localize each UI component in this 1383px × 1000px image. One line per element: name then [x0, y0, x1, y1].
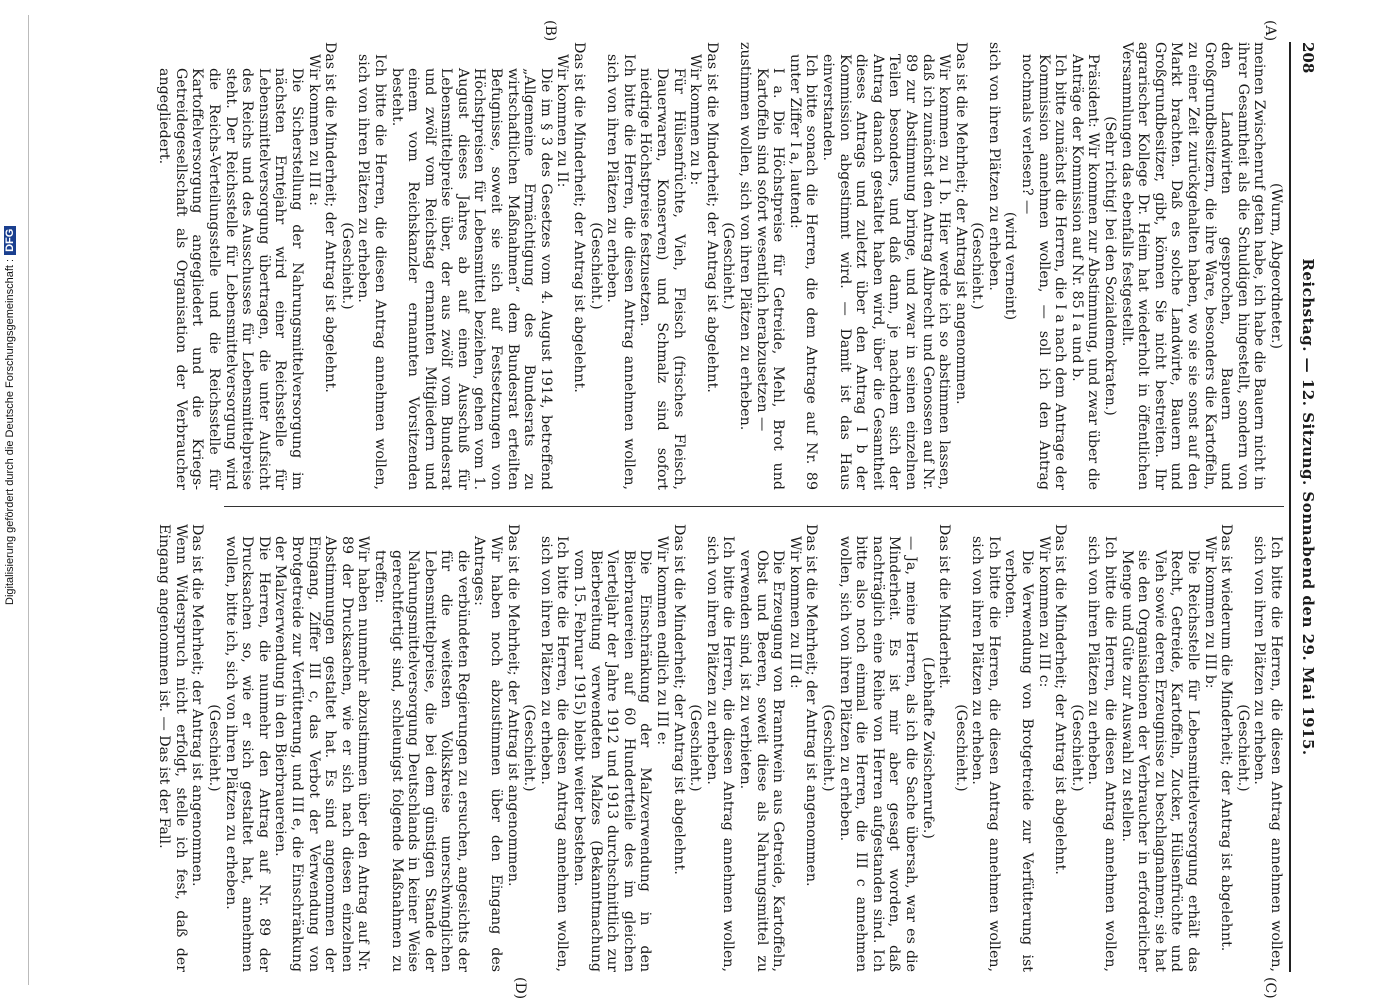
- paragraph: Das ist die Minderheit; der Antrag ist abgelehnt.: [322, 42, 339, 393]
- paragraph: Ich bitte die Herren, die diesen Antrag annehmen wollen, sich von ihren Plätzen zu erheben.: [355, 54, 388, 490]
- paragraph: Das ist die Minderheit.: [936, 524, 953, 689]
- interjection: (Geschieht.): [969, 222, 986, 310]
- interjection: (Geschieht.): [819, 704, 836, 792]
- right-column: [156, 524, 1284, 972]
- interjection: (Geschieht.): [206, 704, 222, 792]
- interjection: (Geschieht.): [521, 704, 538, 792]
- interjection: (Geschieht.): [338, 222, 355, 310]
- paragraph: Das ist die Mehrheit; der Antrag ist angenommen.: [952, 42, 969, 405]
- paragraph: Wir kommen zu III b:: [1201, 536, 1218, 689]
- column-divider: [224, 506, 1284, 507]
- paragraph: Ich bitte die Herren, die diesen Antrag annehmen wollen, sich von ihren Plätzen zu erheben.: [1085, 536, 1119, 972]
- interjection: (Geschieht.): [720, 222, 737, 310]
- paragraph: Das ist die Mehrheit; der Antrag ist angenommen.: [803, 524, 820, 887]
- paragraph: Wir kommen zu II:: [554, 54, 571, 188]
- paragraph: Das ist die Mehrheit; der Antrag ist angenommen.: [189, 524, 206, 887]
- paragraph: Wir kommen zu III c:: [1035, 536, 1052, 688]
- interjection: (Geschieht.): [1234, 704, 1251, 792]
- interjection: (Geschieht.): [687, 704, 704, 792]
- digitization-credit: [4, 226, 16, 605]
- paragraph: Das ist die Minderheit; der Antrag ist abgelehnt.: [703, 42, 720, 393]
- motion-text: Die im § 3 des Gesetzes vom 4. August 1914, betreffend „Allgemeine Ermächtigung des Bundesrats zu wirtschaftlichen Maßnahmen“ dem Bundesrat erteilten Befugnisse, soweit sie sich auf Festsetzungen von Höchstpreisen für Lebensmittel beziehen, gehen vom 1. August dieses Jahres ab auf einen Ausschuß für Lebensmittelpreise über, der aus zwölf vom Bundesrat und zwölf vom Reichstag ernannten Mitgliedern und einem vom Reichskanzler ernannten Vorsitzenden besteht.: [388, 68, 554, 490]
- margin-letter-c: (C): [1262, 977, 1278, 999]
- interjection: (Geschieht.): [952, 704, 969, 792]
- motion-text: Die Reichsstelle für Lebensmittelversorgung erhält das Recht, Getreide, Kartoffeln, Zucker, Hülsenfrüchte und Vieh sowie deren Erzeugnisse zu beschlagnahmen; sie hat sie den Organisationen der Verbraucher in erforderlicher Menge und Güte zur Auswahl zu stellen.: [1118, 550, 1202, 972]
- paragraph: Wir kommen zu b:: [687, 54, 704, 186]
- margin-letter-a: (A): [1262, 20, 1278, 42]
- paragraph: Wir kommen zu III a:: [305, 54, 322, 206]
- paragraph: Wir kommen zu III d:: [786, 536, 803, 689]
- paragraph: Das ist die Mehrheit; der Antrag ist angenommen.: [504, 524, 521, 887]
- paragraph: Das ist wiederum die Minderheit; der Antrag ist abgelehnt.: [1218, 524, 1235, 952]
- credit-text: Digitalisierung gefördert durch die Deutsche Forschungsgemeinschaft :: [4, 258, 16, 605]
- paragraph: Wir kommen endlich zu III e:: [654, 536, 671, 746]
- paragraph: zustimmen wollen, sich von ihren Plätzen zu erheben.: [737, 42, 753, 431]
- margin-letter-d: (D): [512, 977, 528, 1000]
- motion-text: I a. Die Höchstpreise für Getreide, Mehl, Brot und Kartoffeln sind sofort wesentlich herabzusetzen —: [753, 68, 787, 490]
- paragraph: Das ist die Minderheit; der Antrag ist abgelehnt.: [670, 524, 687, 875]
- paragraph: Ich bitte die Herren, die diesen Antrag annehmen wollen, sich von ihren Plätzen zu erheben.: [537, 536, 571, 972]
- speaker-label: (Wurm, Abgeordneter.): [1268, 182, 1284, 350]
- page-header: [1294, 42, 1318, 972]
- paragraph: Ich bitte die Herren, die diesen Antrag annehmen wollen, sich von ihren Plätzen zu erheben.: [1251, 536, 1284, 972]
- paragraph: Wir haben noch abzustimmen über den Eingang des Antrages:: [471, 536, 505, 972]
- paragraph: Ich bitte die Herren, die diesen Antrag annehmen wollen, sich von ihren Plätzen zu erheben.: [969, 536, 1002, 972]
- dfg-logo: DFG: [4, 226, 16, 255]
- motion-text: Die Verwendung von Brotgetreide zur Verfütterung ist verboten.: [1002, 550, 1036, 972]
- paragraph: sich von ihren Plätzen zu erheben.: [985, 42, 1002, 291]
- left-column: [156, 42, 1284, 490]
- motion-text: Für Hülsenfrüchte, Vieh, Fleisch (frisches Fleisch, Dauerwaren, Konserven) und Schmalz sind sofort niedrige Höchstpreise festzusetzen.: [637, 68, 687, 490]
- paragraph: Ich bitte die Herren, die diesen Antrag annehmen wollen, sich von ihren Plätzen zu erheben.: [703, 536, 737, 972]
- motion-text: Die Erzeugung von Branntwein aus Getreide, Kartoffeln, Obst und Beeren, soweit diese als Nahrungsmittel zu verwenden sind, ist zu verbieten.: [737, 550, 787, 972]
- paragraph: — Ja, meine Herren, als ich die Sache übersah, war es die Minderheit. Es ist mir aber gesagt worden, daß nachträglich eine Reihe von Herren aufgestanden sind. Ich bitte also noch einmal die Herren, die III c annehmen wollen, sich von ihren Plätzen zu erheben.: [836, 536, 919, 972]
- interjection: (wird verneint): [1002, 211, 1019, 321]
- paragraph: Ich bitte die Herren, die diesen Antrag annehmen wollen, sich von ihren Plätzen zu erheben.: [604, 54, 637, 490]
- paragraph: Wir kommen zu I b. Hier werde ich so abstimmen lassen, daß ich zunächst den Antrag Albrecht und Genossen auf Nr. 89 zur Abstimmung bringe, und zwar in seinen einzelnen Teilen besonders, und daß dann, je nachdem sich der Antrag danach gestaltet haben wird, über die Gesamtheit dieses Antrags und zuletzt über den Antrag I b der Kommission abgestimmt wird. — Damit ist das Haus einverstanden.: [819, 54, 953, 490]
- paragraph: Wir haben nunmehr abzustimmen über den Antrag auf Nr. 89 der Drucksachen, wie er sich nach diesen einzelnen Abstimmungen gestaltet hat. Es sind angenommen der Eingang, Ziffer III c, das Verbot der Verwendung von Brotgetreide zur Verfütterung, und III e, die Einschränkung der Malzverwendung in den Bierbrauereien.: [272, 536, 372, 972]
- motion-text: die verbündeten Regierungen zu ersuchen, angesichts der für die weitesten Volkskreise unerschwinglichen Lebensmittelpreise, die bei dem günstigen Stande der Nahrungsmittelversorgung Deutschlands in keiner Weise gerechtfertigt sind, schleunigst folgende Maßnahmen zu treffen:: [371, 550, 471, 972]
- motion-text: Die Sicherstellung der Nahrungsmittelversorgung im nächsten Erntejahr wird einer Reichsstelle für Lebensmittelversorgung übertragen, die unter Aufsicht des Reichs und des Ausschusses für Lebensmittelpreise steht. Der Reichsstelle für Lebensmittelversorgung wird die Reichs-Verteilungsstelle und die Reichsstelle für Kartoffelversorgung angegliedert und die Kriegs-Getreidegesellschaft als Organisation der Verbraucher angegliedert.: [156, 68, 305, 490]
- paragraph: Wenn Widerspruch nicht erfolgt, stelle ich fest, daß der Eingang angenommen ist. — Das ist der Fall.: [156, 524, 189, 972]
- paragraph: Die Herren, die nunmehr den Antrag auf Nr. 89 der Drucksachen so, wie er sich gestaltet hat, annehmen wollen, bitte ich, sich von ihren Plätzen zu erheben.: [222, 536, 272, 972]
- page-title: Reichstag. — 12. Sitzung. Sonnabend den 29. Mai 1915.: [1299, 258, 1317, 756]
- paragraph: Ich bitte sonach die Herren, die dem Antrage auf Nr. 89 unter Ziffer I a, lautend:: [786, 54, 820, 490]
- interjection: (Geschieht.): [1068, 704, 1085, 792]
- paragraph: Ich bitte zunächst die Herren, die I a nach dem Antrage der Kommission annehmen wollen, — soll ich den Antrag nochmals verlesen? —: [1019, 54, 1069, 490]
- motion-text: Die Einschränkung der Malzverwendung in den Bierbrauereien auf 60 Hundertteile des im gleichen Vierteljahr der Jahre 1912 und 1913 durchschnittlich zur Bierbereitung verwendeten Malzes (Bekanntmachung vom 15. Februar 1915) bleibt weiter bestehen.: [571, 550, 654, 972]
- interjection: (Lebhafte Zwischenrufe.): [919, 657, 936, 839]
- paragraph: Präsident: Wir kommen zur Abstimmung, und zwar über die Anträge der Kommission auf Nr. 85 I a und b.: [1068, 54, 1102, 490]
- interjection: (Geschieht.): [587, 222, 604, 310]
- page-number: 208: [1299, 42, 1317, 74]
- header-rule: [1289, 42, 1291, 972]
- paragraph: meinen Zwischenruf getan habe, ich habe die Bauern nicht in ihrer Gesamtheit als die Schuldigen hingestellt, sondern von den Landwirten gesprochen, Bauern und Großgrundbesitzern, die ihre Ware, besonders die Kartoffeln, zu einer Zeit zurückgehalten haben, wo sie sie sonst auf den Markt brachten. Daß es solche Landwirte, Bauern und Großgrundbesitzer, gibt, können Sie nicht bestreiten. Ihr agrarischer Kollege Dr. Heim hat wiederholt in öffentlichen Versammlungen das ebenfalls festgestellt.: [1118, 42, 1268, 490]
- interjection: (Sehr richtig! bei den Sozialdemokraten.): [1102, 116, 1119, 416]
- paragraph: Das ist die Minderheit; der Antrag ist abgelehnt.: [571, 42, 588, 393]
- margin-letter-b: (B): [542, 20, 558, 42]
- paragraph: Das ist die Minderheit; der Antrag ist abgelehnt.: [1052, 524, 1069, 875]
- document-page: [8, 20, 1318, 1000]
